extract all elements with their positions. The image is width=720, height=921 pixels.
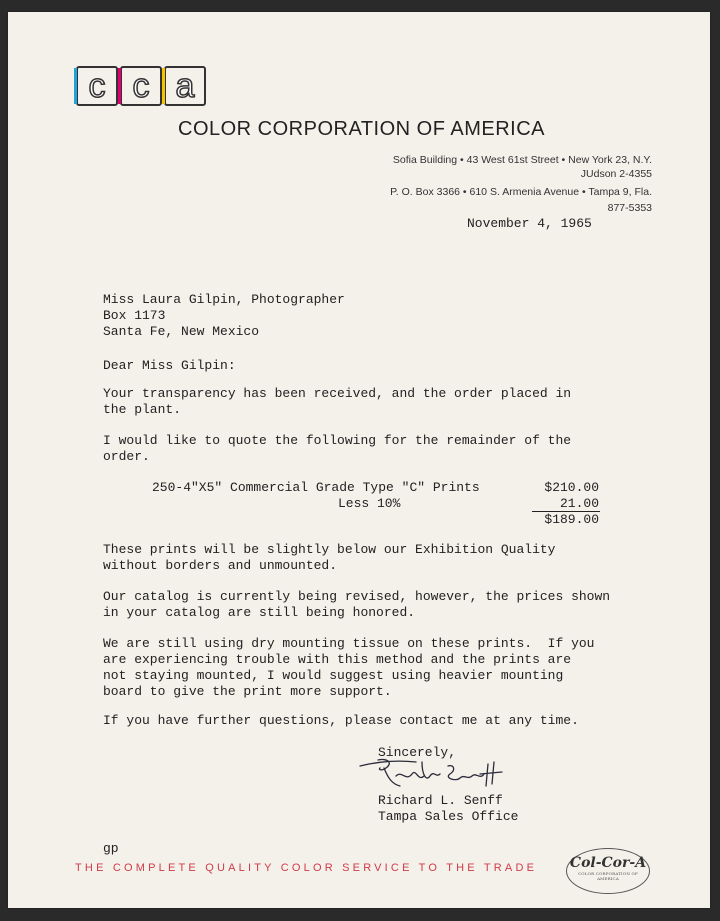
company-name: COLOR CORPORATION OF AMERICA	[178, 118, 545, 140]
closing: Sincerely,	[378, 745, 457, 760]
colcora-seal	[566, 848, 650, 894]
paragraph-mounting	[103, 636, 594, 700]
text-line: not staying mounted, I would suggest using heavier mounting	[103, 668, 564, 683]
recipient-address	[103, 292, 345, 340]
recipient-line: Santa Fe, New Mexico	[103, 324, 260, 339]
address-new-york: Sofia Building • 43 West 61st Street • New York 23, N.Y.	[392, 154, 652, 166]
text-line: I would like to quote the following for the remainder of the	[103, 433, 572, 448]
text-line: the plant.	[103, 402, 182, 417]
seal-subtitle: COLOR CORPORATION OF AMERICA	[578, 871, 638, 881]
text-line: in your catalog are still being honored.	[103, 605, 416, 620]
salutation: Dear Miss Gilpin:	[103, 358, 236, 373]
footer-tagline: THE COMPLETE QUALITY COLOR SERVICE TO THE TRADE	[75, 862, 538, 874]
paragraph-quote-intro	[103, 433, 571, 465]
quote-total: $189.00	[544, 512, 599, 527]
text-line: We are still using dry mounting tissue on these prints. If you	[103, 636, 595, 651]
cca-logo	[72, 66, 208, 106]
text-line: These prints will be slightly below our Exhibition Quality	[103, 542, 556, 557]
quote-item-amount: $210.00	[544, 480, 599, 495]
letter-date: November 4, 1965	[467, 216, 592, 231]
address-tampa: P. O. Box 3366 • 610 S. Armenia Avenue • Tampa 9, Fla.	[390, 186, 652, 198]
typist-initials: gp	[103, 841, 119, 856]
paragraph-received	[103, 386, 571, 418]
phone-tampa: 877-5353	[607, 202, 652, 214]
text-line: Your transparency has been received, and the order placed in	[103, 386, 572, 401]
quote-discount-amount: 21.00	[559, 496, 599, 511]
quote-discount: Less 10%	[338, 496, 401, 511]
text-line: order.	[103, 449, 150, 464]
recipient-line: Miss Laura Gilpin, Photographer	[103, 292, 345, 307]
paragraph-questions: If you have further questions, please contact me at any time.	[103, 713, 579, 728]
text-line: without borders and unmounted.	[103, 558, 338, 573]
seal-title: Col-Cor-A	[569, 855, 647, 871]
handwritten-signature	[356, 752, 516, 794]
signer-name: Richard L. Senff	[378, 793, 503, 808]
logo-letter-c: c	[120, 66, 162, 106]
logo-letter-c: c	[76, 66, 118, 106]
paragraph-quality	[103, 542, 555, 574]
paragraph-catalog	[103, 589, 610, 621]
phone-new-york: JUdson 2-4355	[580, 168, 652, 180]
text-line: Our catalog is currently being revised, however, the prices shown	[103, 589, 611, 604]
quote-item: 250-4"X5" Commercial Grade Type "C" Prints	[152, 480, 480, 495]
signer-title: Tampa Sales Office	[378, 809, 519, 824]
logo-letter-a: a	[164, 66, 206, 106]
recipient-line: Box 1173	[103, 308, 166, 323]
text-line: board to give the print more support.	[103, 684, 392, 699]
text-line: are experiencing trouble with this method and the prints are	[103, 652, 572, 667]
